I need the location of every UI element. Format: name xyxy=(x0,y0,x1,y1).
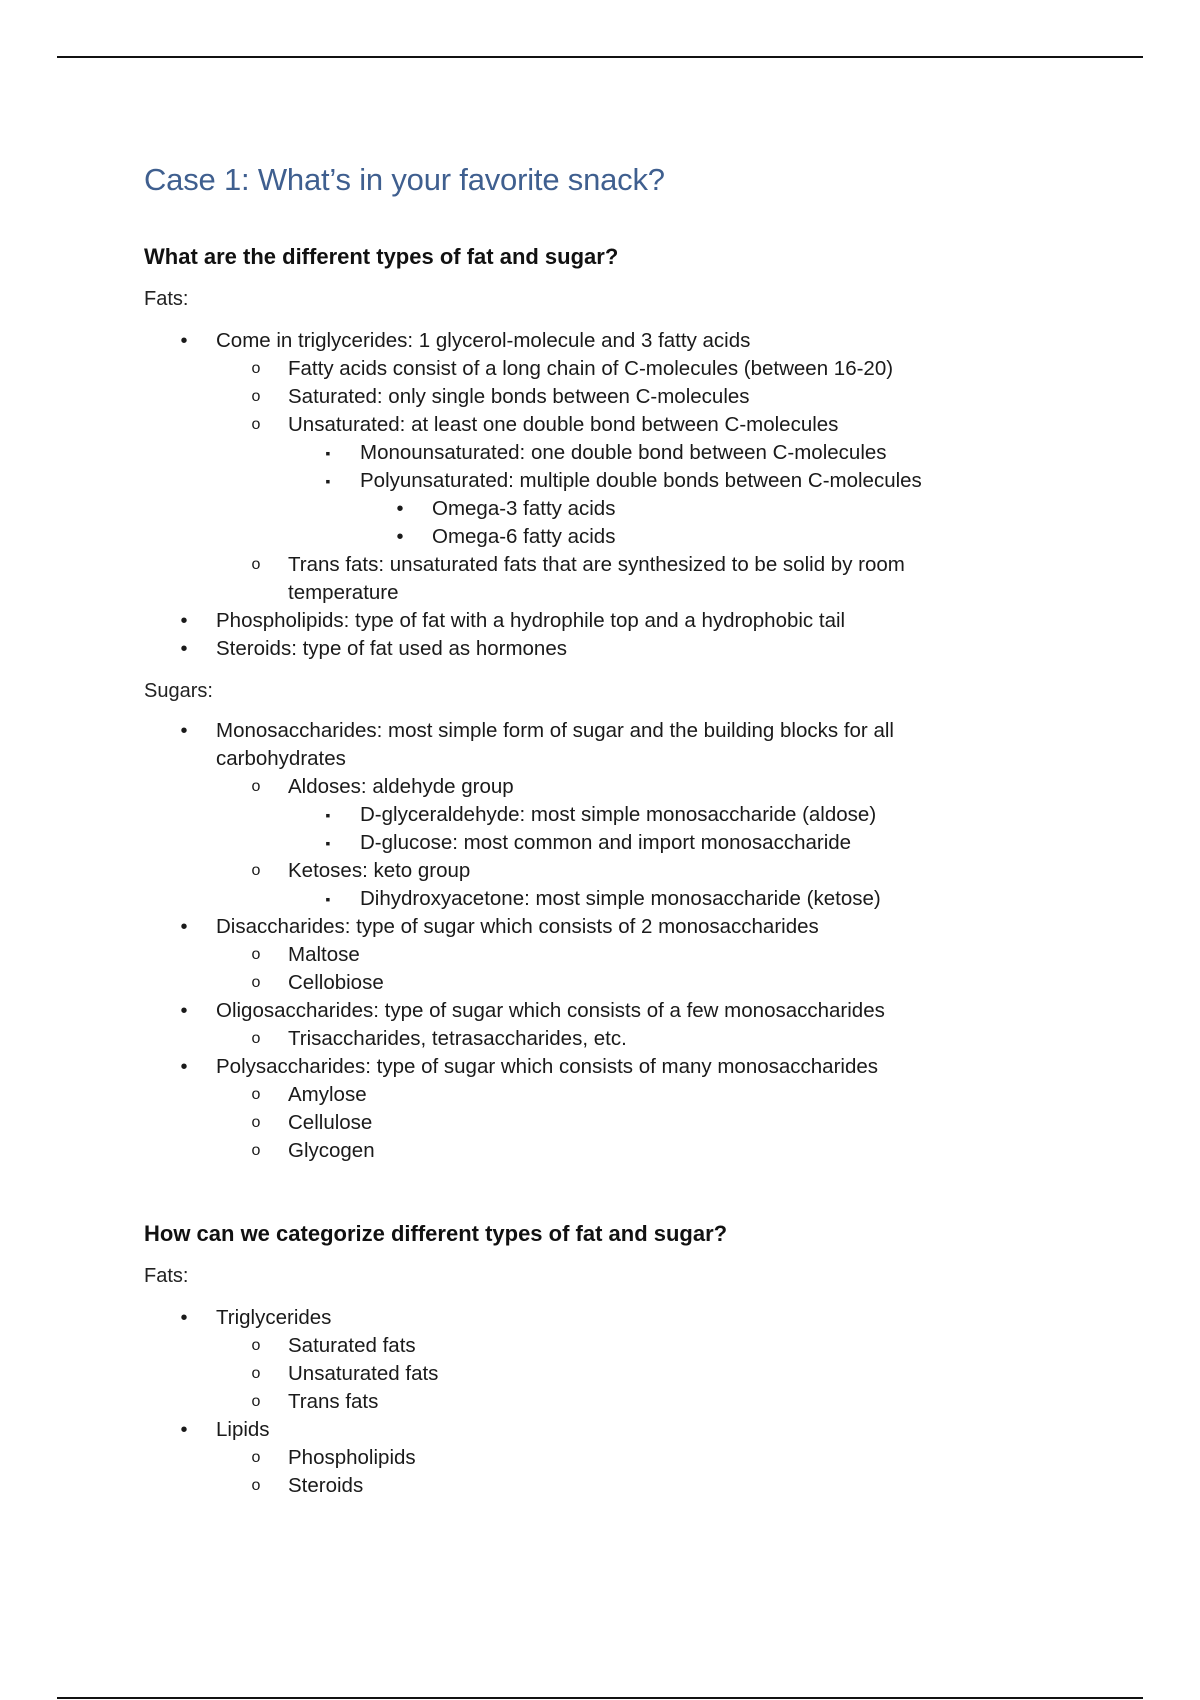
circle-marker: o xyxy=(251,360,261,377)
list-item xyxy=(216,1360,1104,1388)
list-item xyxy=(288,467,1104,551)
list-item-text: Lipids xyxy=(216,1418,270,1441)
list-item xyxy=(144,1416,1104,1500)
document-body xyxy=(144,160,1104,1500)
list-item xyxy=(216,1388,1104,1416)
bottom-rule xyxy=(57,1697,1143,1699)
list-item-text: Saturated fats xyxy=(288,1334,416,1357)
list-item-text: Phospholipids xyxy=(288,1446,416,1469)
list-item-text: Aldoses: aldehyde group xyxy=(288,775,514,798)
list-item xyxy=(216,1444,1104,1472)
bullet-marker: • xyxy=(180,1307,188,1329)
sublist xyxy=(288,885,1104,913)
top-rule xyxy=(57,56,1143,58)
list-item xyxy=(144,635,1104,663)
sugars-list xyxy=(144,717,1104,1165)
list-item-text: Trans fats: unsaturated fats that are synthesized to be solid by room temperature xyxy=(288,553,905,604)
list-item xyxy=(144,997,1104,1053)
list-item xyxy=(216,1025,1104,1053)
list-item xyxy=(216,1472,1104,1500)
circle-marker: o xyxy=(251,1365,261,1382)
fats-label: Fats: xyxy=(144,288,189,310)
list-item xyxy=(216,1332,1104,1360)
sublist xyxy=(216,1444,1104,1500)
list-item xyxy=(216,383,1104,411)
bullet-marker: • xyxy=(180,330,188,352)
list-item-text: Unsaturated: at least one double bond between C-molecules xyxy=(288,413,839,436)
sublist xyxy=(216,1025,1104,1053)
list-item-text: Cellobiose xyxy=(288,971,384,994)
list-item xyxy=(216,1109,1104,1137)
list-item xyxy=(288,439,1104,467)
list-item-text: Dihydroxyacetone: most simple monosaccharide (ketose) xyxy=(360,887,881,910)
list-item xyxy=(216,1081,1104,1109)
list-item-text: Polyunsaturated: multiple double bonds between C-molecules xyxy=(360,469,922,492)
list-item-text: Trans fats xyxy=(288,1390,379,1413)
sublist xyxy=(216,1332,1104,1416)
list-item xyxy=(216,969,1104,997)
list-item xyxy=(216,773,1104,857)
circle-marker: o xyxy=(251,388,261,405)
bullet-marker: • xyxy=(180,1419,188,1441)
bullet-marker: • xyxy=(396,498,404,520)
categories-list xyxy=(144,1304,1104,1500)
list-item-text: Disaccharides: type of sugar which consists of 2 monosaccharides xyxy=(216,915,819,938)
list-item xyxy=(144,327,1104,607)
sublist xyxy=(216,941,1104,997)
section-heading-categorize: How can we categorize different types of fat and sugar? xyxy=(144,1221,728,1246)
list-item xyxy=(144,607,1104,635)
page-title: Case 1: What’s in your favorite snack? xyxy=(144,162,665,197)
list-item xyxy=(144,913,1104,997)
circle-marker: o xyxy=(251,778,261,795)
list-item-text: Oligosaccharides: type of sugar which consists of a few monosaccharides xyxy=(216,999,885,1022)
fats-label-2: Fats: xyxy=(144,1265,189,1287)
list-item xyxy=(216,551,1104,607)
square-marker: ▪ xyxy=(325,891,331,907)
list-item xyxy=(144,1304,1104,1416)
circle-marker: o xyxy=(251,862,261,879)
square-marker: ▪ xyxy=(325,807,331,823)
list-item xyxy=(216,355,1104,383)
list-item xyxy=(216,941,1104,969)
list-item xyxy=(216,1137,1104,1165)
list-item-text: Ketoses: keto group xyxy=(288,859,471,882)
list-item-text: Maltose xyxy=(288,943,360,966)
section-heading-types: What are the different types of fat and sugar? xyxy=(144,244,619,269)
circle-marker: o xyxy=(251,1477,261,1494)
list-item-text: Polysaccharides: type of sugar which consists of many monosaccharides xyxy=(216,1055,879,1078)
circle-marker: o xyxy=(251,1449,261,1466)
square-marker: ▪ xyxy=(325,445,331,461)
list-item xyxy=(144,1053,1104,1165)
square-marker: ▪ xyxy=(325,835,331,851)
sugars-label: Sugars: xyxy=(144,680,213,702)
list-item xyxy=(144,717,1104,913)
list-item-text: Triglycerides xyxy=(216,1306,332,1329)
bullet-marker: • xyxy=(180,1056,188,1078)
list-item xyxy=(360,495,1104,523)
list-item-text: Unsaturated fats xyxy=(288,1362,439,1385)
bullet-marker: • xyxy=(396,526,404,548)
circle-marker: o xyxy=(251,416,261,433)
bullet-marker: • xyxy=(180,1000,188,1022)
list-item-text: Steroids: type of fat used as hormones xyxy=(216,637,567,660)
list-item-text: Fatty acids consist of a long chain of C-molecules (between 16-20) xyxy=(288,357,894,380)
circle-marker: o xyxy=(251,556,261,573)
list-item xyxy=(288,829,1104,857)
circle-marker: o xyxy=(251,974,261,991)
bullet-marker: • xyxy=(180,610,188,632)
bullet-marker: • xyxy=(180,916,188,938)
sublist xyxy=(216,773,1104,913)
list-item-text: Phospholipids: type of fat with a hydrophile top and a hydrophobic tail xyxy=(216,609,846,632)
list-item-text: Glycogen xyxy=(288,1139,375,1162)
list-item-text: Omega-3 fatty acids xyxy=(432,497,616,520)
bullet-marker: • xyxy=(180,720,188,742)
sublist xyxy=(360,495,1104,551)
list-item xyxy=(216,411,1104,551)
list-item-text: Cellulose xyxy=(288,1111,373,1134)
fats-list xyxy=(144,327,1104,663)
list-item xyxy=(216,857,1104,913)
circle-marker: o xyxy=(251,1114,261,1131)
list-item-text: Come in triglycerides: 1 glycerol-molecule and 3 fatty acids xyxy=(216,329,751,352)
list-item-text: D-glyceraldehyde: most simple monosaccharide (aldose) xyxy=(360,803,877,826)
circle-marker: o xyxy=(251,1393,261,1410)
list-item xyxy=(360,523,1104,551)
sublist xyxy=(216,355,1104,607)
list-item-text: Steroids xyxy=(288,1474,364,1497)
list-item-text: Omega-6 fatty acids xyxy=(432,525,616,548)
list-item-text: Trisaccharides, tetrasaccharides, etc. xyxy=(288,1027,627,1050)
circle-marker: o xyxy=(251,1030,261,1047)
list-item-text: Monosaccharides: most simple form of sugar and the building blocks for all carbohydrates xyxy=(216,719,894,770)
circle-marker: o xyxy=(251,1337,261,1354)
sublist xyxy=(288,801,1104,857)
sublist xyxy=(216,1081,1104,1165)
list-item xyxy=(288,885,1104,913)
circle-marker: o xyxy=(251,1086,261,1103)
list-item-text: D-glucose: most common and import monosaccharide xyxy=(360,831,852,854)
list-item xyxy=(288,801,1104,829)
square-marker: ▪ xyxy=(325,473,331,489)
circle-marker: o xyxy=(251,946,261,963)
list-item-text: Saturated: only single bonds between C-molecules xyxy=(288,385,750,408)
list-item-text: Amylose xyxy=(288,1083,367,1106)
list-item-text: Monounsaturated: one double bond between C-molecules xyxy=(360,441,887,464)
circle-marker: o xyxy=(251,1142,261,1159)
sublist xyxy=(288,439,1104,551)
bullet-marker: • xyxy=(180,638,188,660)
